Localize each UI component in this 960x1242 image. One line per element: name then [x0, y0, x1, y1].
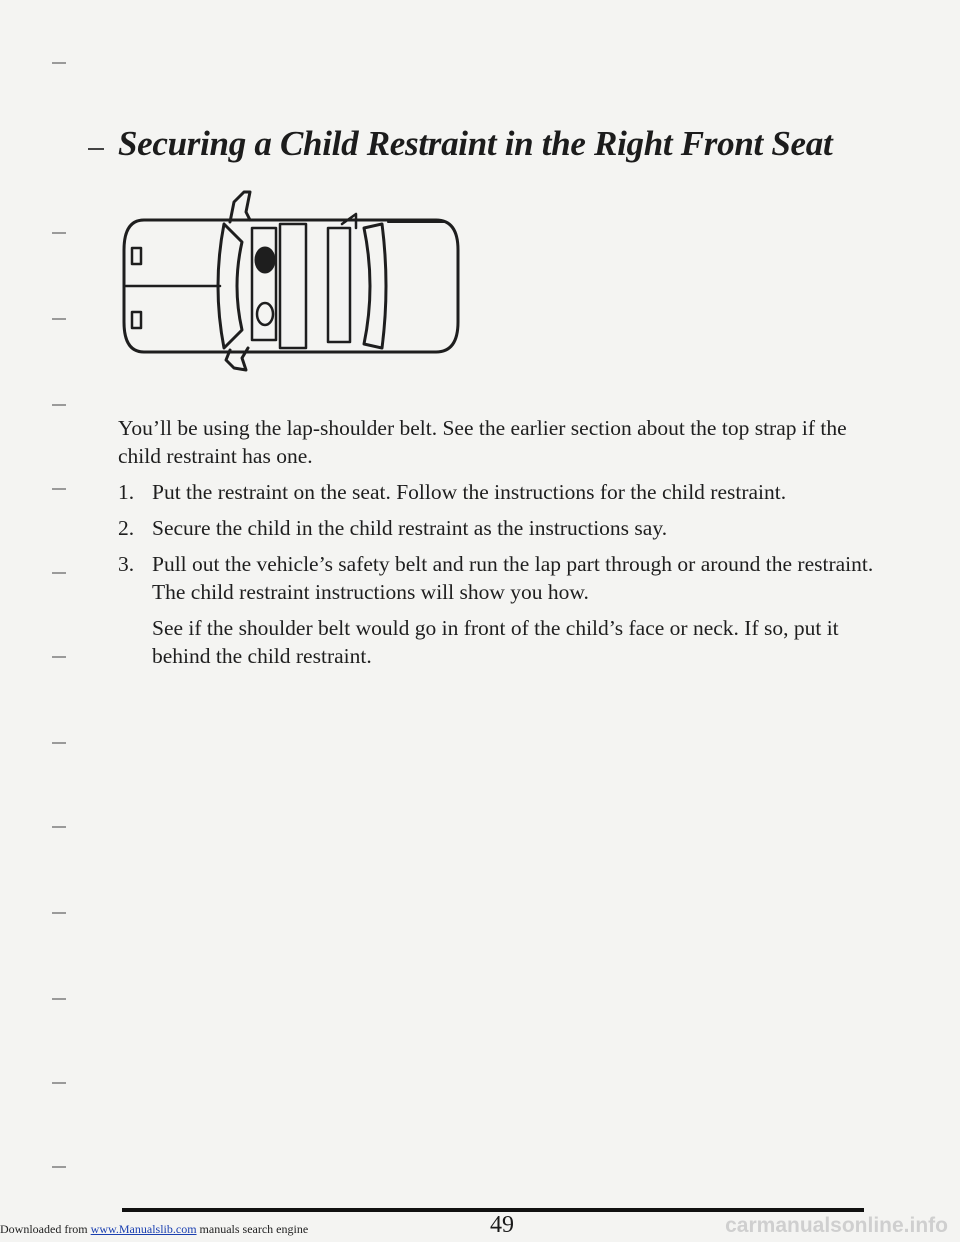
intro-paragraph: You’ll be using the lap-shoulder belt. See the earlier section about the top strap if the child restraint has one.: [118, 416, 847, 468]
front-seat: [252, 228, 276, 340]
rear-seat: [328, 228, 350, 342]
watermark: carmanualsonline.info: [725, 1214, 948, 1237]
steps-list: [118, 478, 878, 606]
rear-window: [364, 224, 386, 348]
child-restraint: [256, 248, 274, 272]
cabin-center: [280, 224, 306, 348]
windshield: [218, 224, 242, 348]
step-text: Pull out the vehicle’s safety belt and run the lap part through or around the restraint. The child restraint instructions will show you how.: [152, 552, 874, 604]
headlight-left: [132, 248, 141, 264]
section-title: Securing a Child Restraint in the Right Front Seat: [118, 124, 833, 163]
list-item: [118, 478, 878, 506]
download-source: [0, 1222, 308, 1237]
list-item: [118, 550, 878, 606]
margin-mark: [52, 232, 66, 234]
margin-mark: [52, 62, 66, 64]
title-dash: [88, 148, 104, 150]
step-text: Secure the child in the child restraint as the instructions say.: [152, 516, 668, 540]
step-number: 2.: [118, 516, 135, 540]
margin-mark: [52, 572, 66, 574]
source-prefix: Downloaded from: [0, 1222, 88, 1236]
step-text: Put the restraint on the seat. Follow the instructions for the child restraint.: [152, 480, 787, 504]
body-text: [118, 414, 878, 670]
note-paragraph: See if the shoulder belt would go in front of the child’s face or neck. If so, put it behind the child restraint.: [152, 616, 839, 668]
margin-mark: [52, 1166, 66, 1168]
manualslib-link[interactable]: www.Manualslib.com: [90, 1222, 197, 1236]
source-suffix: manuals search engine: [199, 1222, 309, 1236]
car-top-view-diagram: [118, 188, 468, 373]
child-restraint-base: [257, 303, 273, 325]
margin-mark: [52, 742, 66, 744]
headlight-right: [132, 312, 141, 328]
margin-mark: [52, 998, 66, 1000]
margin-mark: [52, 912, 66, 914]
list-item: [118, 514, 878, 542]
margin-mark: [52, 1082, 66, 1084]
margin-mark: [52, 656, 66, 658]
margin-mark: [52, 404, 66, 406]
page-number: 49: [490, 1212, 514, 1238]
margin-mark: [52, 826, 66, 828]
margin-mark: [52, 318, 66, 320]
step-number: 1.: [118, 480, 135, 504]
margin-mark: [52, 488, 66, 490]
open-door-top: [230, 192, 250, 222]
step-number: 3.: [118, 552, 135, 576]
